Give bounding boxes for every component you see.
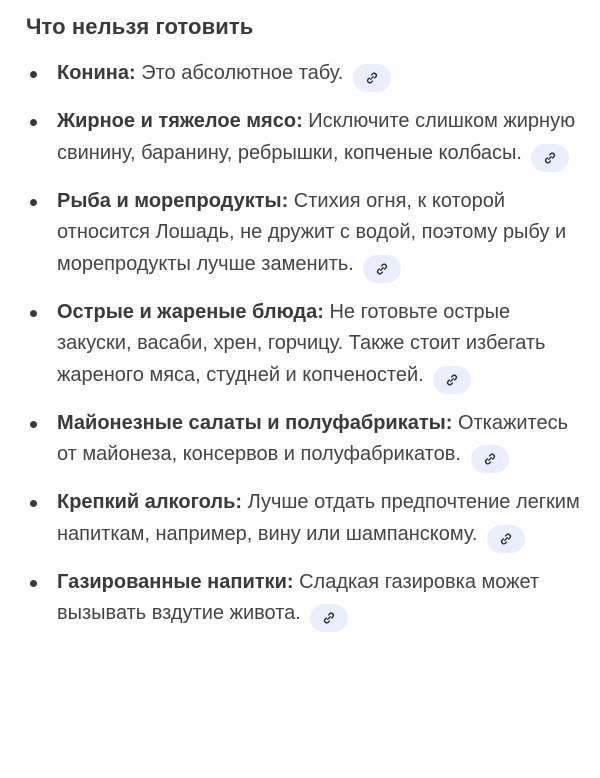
- link-icon: [445, 373, 459, 387]
- bullet-icon: [30, 500, 37, 507]
- item-text: Это абсолютное табу.: [135, 62, 344, 84]
- list-item: [26, 487, 586, 553]
- link-icon: [483, 452, 497, 466]
- link-icon: [365, 71, 379, 85]
- bullet-icon: [30, 580, 37, 587]
- item-term: Жирное и тяжелое мясо:: [57, 110, 303, 132]
- item-text: Сладкая газировка может вызывать вздутие живота.: [57, 570, 540, 624]
- content-area: [26, 0, 586, 646]
- list-item: [26, 58, 586, 92]
- bullet-icon: [30, 421, 37, 428]
- item-term: Крепкий алкоголь:: [57, 491, 243, 513]
- bullet-icon: [30, 119, 37, 126]
- item-text: Не готовьте острые закуски, васаби, хрен, горчицу. Также стоит избегать жареного мяса, студней и копченостей.: [57, 300, 546, 386]
- source-link-button[interactable]: [433, 366, 471, 394]
- item-text: Лучше отдать предпочтение легким напиткам, например, вину или шампанскому.: [57, 491, 580, 545]
- source-link-button[interactable]: [310, 604, 348, 632]
- link-icon: [543, 151, 557, 165]
- list-item: [26, 408, 586, 474]
- item-term: Газированные напитки:: [57, 570, 294, 593]
- bullet-icon: [30, 199, 37, 206]
- next-paragraph-cutoff: [26, 774, 586, 778]
- item-term: Острые и жареные блюда:: [57, 300, 324, 323]
- item-text: Исключите слишком жирную свинину, баранину, ребрышки, копченые колбасы.: [57, 110, 576, 164]
- source-link-button[interactable]: [353, 64, 391, 92]
- link-icon: [375, 262, 389, 276]
- list-item: [26, 106, 586, 172]
- dont-cook-list: [26, 58, 586, 632]
- source-link-button[interactable]: [487, 525, 525, 553]
- list-item: [26, 297, 586, 394]
- list-item: [26, 186, 586, 283]
- item-text: Стихия огня, к которой относится Лошадь, не дружит с водой, поэтому рыбу и морепродукты лучше заменить.: [57, 189, 567, 275]
- bullet-icon: [30, 71, 37, 78]
- source-link-button[interactable]: [471, 445, 509, 473]
- list-item: [26, 567, 586, 633]
- item-term: Майонезные салаты и полуфабрикаты:: [57, 411, 453, 434]
- item-term: Конина:: [57, 62, 136, 84]
- source-link-button[interactable]: [531, 144, 569, 172]
- item-term: Рыба и морепродукты:: [57, 189, 289, 212]
- bullet-icon: [30, 310, 37, 317]
- item-text: Откажитесь от майонеза, консервов и полуфабрикатов.: [57, 411, 569, 465]
- source-link-button[interactable]: [363, 255, 401, 283]
- section-title: Что нельзя готовить: [26, 14, 254, 39]
- link-icon: [499, 532, 513, 546]
- link-icon: [322, 611, 336, 625]
